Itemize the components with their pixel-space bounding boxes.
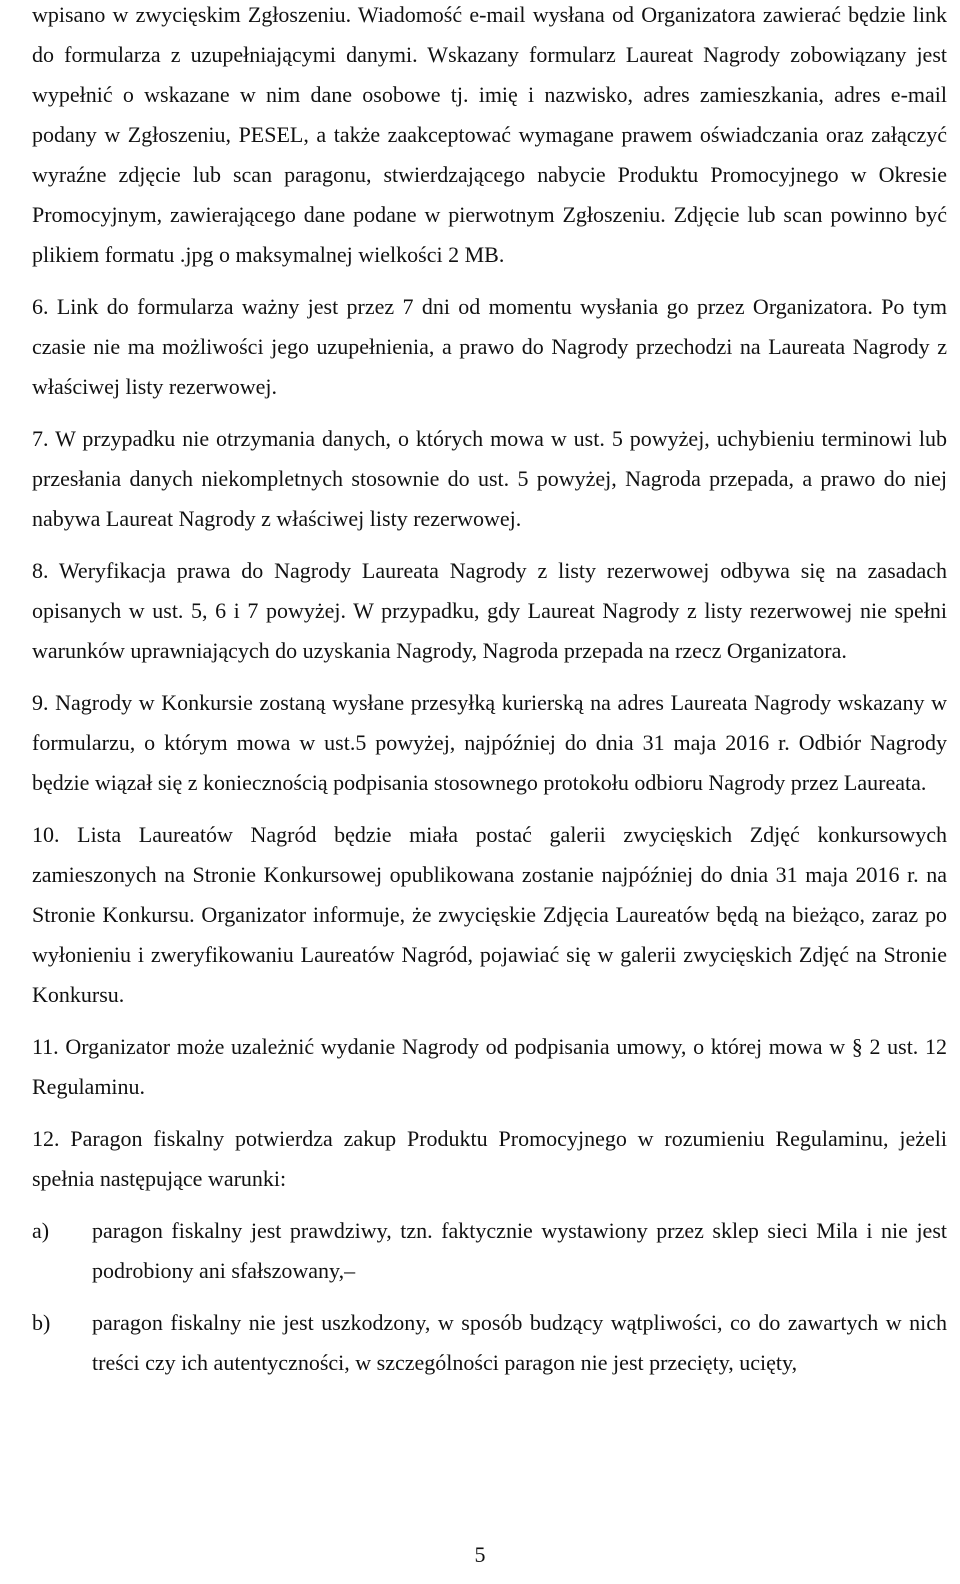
subitem-a-text: paragon fiskalny jest prawdziwy, tzn. faktycznie wystawiony przez sklep sieci Mila i nie jest podrobiony ani sfałszowany,– [92, 1218, 947, 1283]
paragraph-10: 10. Lista Laureatów Nagród będzie miała postać galerii zwycięskich Zdjęć konkursowych zamieszonych na Stronie Konkursowej opublikowana zostanie najpóźniej do dnia 31 maja 2016 r. na Stronie Konkursu. Organizator informuje, że zwycięskie Zdjęcia Laureatów będą na bieżąco, zaraz po wyłonieniu i zweryfikowaniu Laureatów Nagród, pojawiać się w galerii zwycięskich Zdjęć na Stronie Konkursu. [32, 822, 947, 1007]
paragraph-6: 6. Link do formularza ważny jest przez 7 dni od momentu wysłania go przez Organizatora. Po tym czasie nie ma możliwości jego uzupełnienia, a prawo do Nagrody przechodzi na Laureata Nagrody z właściwej listy rezerwowej. [32, 294, 947, 399]
subitem-b-marker: b) [32, 1310, 51, 1335]
paragraph-9: 9. Nagrody w Konkursie zostaną wysłane przesyłką kurierską na adres Laureata Nagrody wskazany w formularzu, o którym mowa w ust.5 powyżej, najpóźniej do dnia 31 maja 2016 r. Odbiór Nagrody będzie wiązał się z koniecznością podpisania stosownego protokołu odbioru Nagrody przez Laureata. [32, 690, 947, 795]
paragraph-7: 7. W przypadku nie otrzymania danych, o których mowa w ust. 5 powyżej, uchybieniu terminowi lub przesłania danych niekompletnych stosownie do ust. 5 powyżej, Nagroda przepada, a prawo do niej nabywa Laureat Nagrody z właściwej listy rezerwowej. [32, 426, 947, 531]
subitem-b [32, 1303, 947, 1383]
document-content [32, 0, 947, 1395]
subitem-b-text: paragon fiskalny nie jest uszkodzony, w sposób budzący wątpliwości, co do zawartych w nich treści czy ich autentyczności, w szczególności paragon nie jest przecięty, ucięty, [92, 1310, 947, 1375]
paragraph-8: 8. Weryfikacja prawa do Nagrody Laureata Nagrody z listy rezerwowej odbywa się na zasadach opisanych w ust. 5, 6 i 7 powyżej. W przypadku, gdy Laureat Nagrody z listy rezerwowej nie spełni warunków uprawniających do uzyskania Nagrody, Nagroda przepada na rzecz Organizatora. [32, 558, 947, 663]
subitem-a-marker: a) [32, 1218, 50, 1243]
page-number: 5 [474, 1542, 486, 1567]
subitem-a [32, 1211, 947, 1291]
paragraph-11: 11. Organizator może uzależnić wydanie Nagrody od podpisania umowy, o której mowa w § 2 ust. 12 Regulaminu. [32, 1034, 947, 1099]
paragraph-12: 12. Paragon fiskalny potwierdza zakup Produktu Promocyjnego w rozumieniu Regulaminu, jeżeli spełnia następujące warunki: [32, 1126, 947, 1191]
intro-paragraph: wpisano w zwycięskim Zgłoszeniu. Wiadomość e-mail wysłana od Organizatora zawierać będzie link do formularza z uzupełniającymi danymi. Wskazany formularz Laureat Nagrody zobowiązany jest wypełnić o wskazane w nim dane osobowe tj. imię i nazwisko, adres zamieszkania, adres e-mail podany w Zgłoszeniu, PESEL, a także zaakceptować wymagane prawem oświadczania oraz załączyć wyraźne zdjęcie lub scan paragonu, stwierdzającego nabycie Produktu Promocyjnego w Okresie Promocyjnym, zawierającego dane podane w pierwotnym Zgłoszeniu. Zdjęcie lub scan powinno być plikiem formatu .jpg o maksymalnej wielkości 2 MB. [32, 2, 947, 267]
